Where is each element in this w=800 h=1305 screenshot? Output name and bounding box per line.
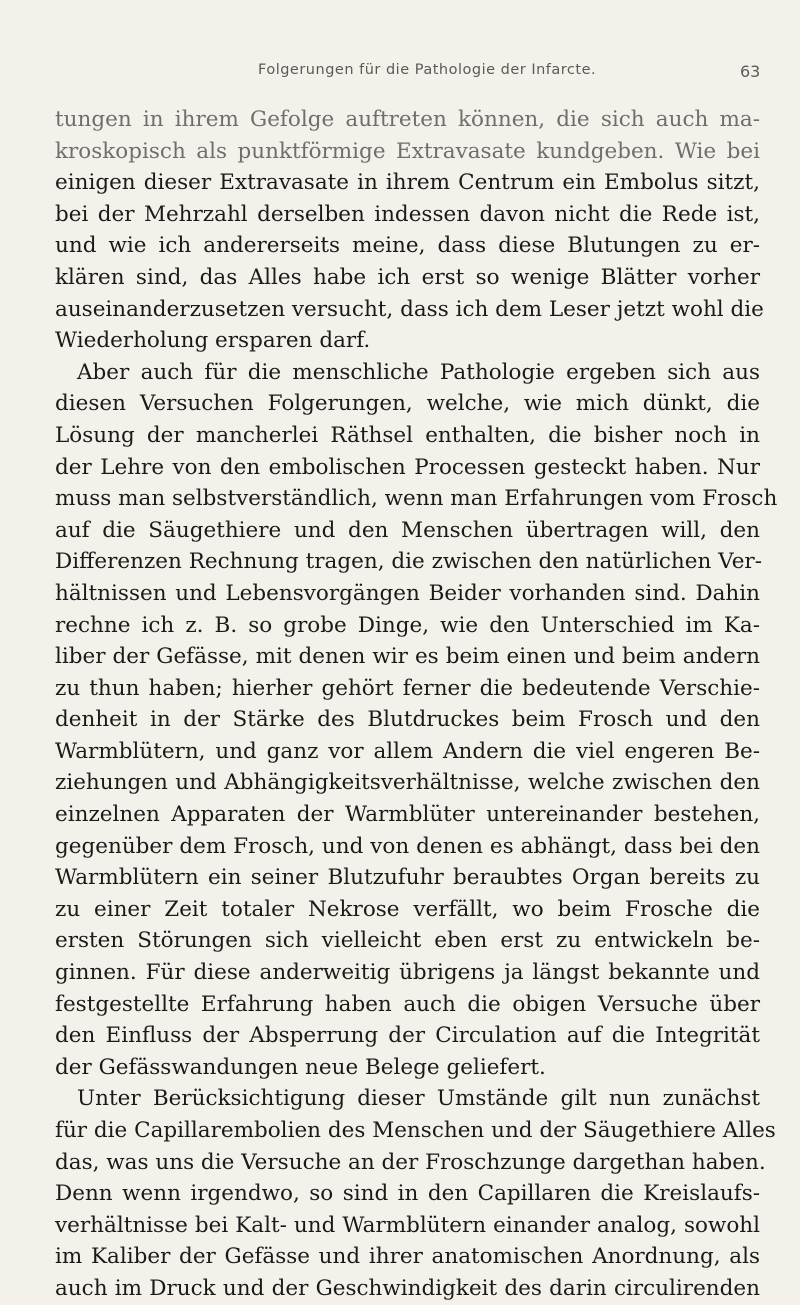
text-line: der Lehre von den embolischen Processen gesteckt haben. Nur bbox=[55, 454, 760, 480]
text-line: den Einfluss der Absperrung der Circulation auf die Integrität bbox=[55, 1023, 760, 1049]
running-title: Folgerungen für die Pathologie der Infarcte. bbox=[258, 62, 597, 78]
body-text bbox=[55, 104, 778, 1305]
text-line: bei der Mehrzahl derselben indessen davon nicht die Rede ist, bbox=[55, 201, 760, 227]
text-line: zu einer Zeit totaler Nekrose verfällt, wo beim Frosche die bbox=[55, 896, 760, 922]
text-line: auch im Druck und der Geschwindigkeit des darin circulirenden bbox=[55, 1275, 760, 1301]
text-line: der Gefässwandungen neue Belege geliefert. bbox=[55, 1054, 546, 1080]
text-line: diesen Versuchen Folgerungen, welche, wie mich dünkt, die bbox=[55, 391, 760, 417]
text-line: das, was uns die Versuche an der Froschzunge dargethan haben. bbox=[55, 1149, 766, 1175]
text-line: auf die Säugethiere und den Menschen übertragen will, den bbox=[55, 517, 760, 543]
text-line: zu thun haben; hierher gehört ferner die bedeutende Verschie- bbox=[55, 675, 760, 701]
text-line: tungen in ihrem Gefolge auftreten können, die sich auch ma- bbox=[55, 107, 760, 132]
running-head bbox=[0, 62, 800, 86]
text-line: verhältnisse bei Kalt- und Warmblütern einander analog, sowohl bbox=[55, 1212, 760, 1238]
text-line: Warmblütern, und ganz vor allem Andern die viel engeren Be- bbox=[55, 738, 760, 764]
text-line: einigen dieser Extravasate in ihrem Centrum ein Embolus sitzt, bbox=[55, 170, 760, 196]
text-line: Warmblütern ein seiner Blutzufuhr beraubtes Organ bereits zu bbox=[55, 865, 760, 891]
text-line: denheit in der Stärke des Blutdruckes beim Frosch und den bbox=[55, 707, 760, 733]
text-line: festgestellte Erfahrung haben auch die obigen Versuche über bbox=[55, 991, 760, 1017]
text-line: einzelnen Apparaten der Warmblüter untereinander bestehen, bbox=[55, 802, 760, 828]
paragraph-start-line: Unter Berücksichtigung dieser Umstände gilt nun zunächst bbox=[77, 1086, 760, 1112]
text-line: ziehungen und Abhängigkeitsverhältnisse, welche zwischen den bbox=[55, 770, 760, 796]
text-line: Wiederholung ersparen darf. bbox=[55, 328, 371, 354]
text-line: ersten Störungen sich vielleicht eben erst zu entwickeln be- bbox=[55, 928, 760, 954]
text-line: rechne ich z. B. so grobe Dinge, wie den Unterschied im Ka- bbox=[55, 612, 760, 638]
text-line: liber der Gefässe, mit denen wir es beim einen und beim andern bbox=[55, 644, 760, 670]
text-line: kroskopisch als punktförmige Extravasate kundgeben. Wie bei bbox=[55, 138, 760, 164]
page-number: 63 bbox=[740, 62, 761, 81]
text-line: Differenzen Rechnung tragen, die zwischen den natürlichen Ver- bbox=[55, 549, 762, 575]
text-line: für die Capillarembolien des Menschen und der Säugethiere Alles bbox=[55, 1118, 776, 1143]
text-line: klären sind, das Alles habe ich erst so wenige Blätter vorher bbox=[55, 264, 760, 290]
text-line: Denn wenn irgendwo, so sind in den Capillaren die Kreislaufs- bbox=[55, 1181, 760, 1207]
text-line: auseinanderzusetzen versucht, dass ich dem Leser jetzt wohl die bbox=[55, 296, 764, 322]
paragraph-start-line: Aber auch für die menschliche Pathologie ergeben sich aus bbox=[77, 359, 760, 385]
text-line: hältnissen und Lebensvorgängen Beider vorhanden sind. Dahin bbox=[55, 580, 760, 606]
text-line: im Kaliber der Gefässe und ihrer anatomischen Anordnung, als bbox=[55, 1244, 760, 1270]
text-line: Lösung der mancherlei Räthsel enthalten, die bisher noch in bbox=[55, 422, 760, 448]
text-line: ginnen. Für diese anderweitig übrigens ja längst bekannte und bbox=[55, 960, 760, 986]
text-line: gegenüber dem Frosch, und von denen es abhängt, dass bei den bbox=[55, 833, 760, 859]
text-line: muss man selbstverständlich, wenn man Erfahrungen vom Frosch bbox=[55, 486, 778, 512]
text-line: und wie ich andererseits meine, dass diese Blutungen zu er- bbox=[55, 233, 760, 259]
